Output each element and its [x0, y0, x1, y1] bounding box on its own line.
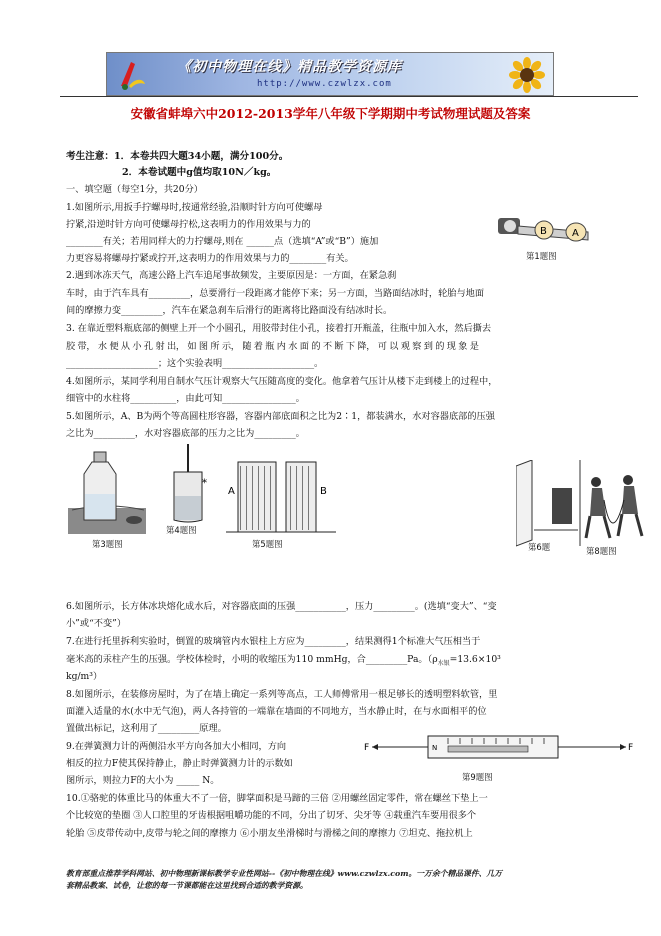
header-banner	[106, 52, 554, 96]
banner-url[interactable]: http://www.czwlzx.com	[257, 79, 392, 89]
q9-line-3: 图所示，则拉力F的大小为 _____ N。	[66, 775, 220, 786]
q7-line-2	[66, 653, 501, 668]
label-force-right: F	[628, 743, 634, 753]
q7-line-3: kg/m³）	[66, 671, 103, 682]
wrench-figure	[496, 204, 600, 252]
q7-subscript: 水银	[437, 659, 450, 667]
caption-fig6: 第6题	[528, 542, 551, 552]
footer-line-2: 套精品教案、试卷，让您的每一节课都能在这里找到合适的教学资源。	[66, 881, 308, 891]
q7-line-1: 7.在进行托里拆利实验时，倒置的玻璃管内水银柱上方应为_________，结果测得1个标准大气压相当于	[66, 636, 481, 647]
logo-icon	[115, 58, 149, 92]
q10-line-1: 10.①骆驼的体重比马的体重大不了一倍，脚掌面积是马蹄的三倍 ②用螺丝固定零件，常在螺丝下垫上一	[66, 793, 488, 804]
cylinders-figure	[226, 456, 346, 536]
label-n: N	[432, 744, 438, 752]
caption-fig1: 第1题图	[526, 251, 557, 261]
footer-line-1: 教育部重点推荐学科网站、初中物理新课标教学专业性网站--《初中物理在线》www.czwlzx.com。一万余个精品课件、几万	[66, 869, 503, 878]
q1-line-2: 拧紧,沿逆时针方向可使螺母拧松,这表明力的作用效果与力的	[66, 219, 311, 230]
q8-line-3: 置做出标记，这利用了_________原理。	[66, 723, 227, 734]
q3-line-1: 3. 在靠近塑料瓶底部的侧壁上开一个小圆孔，用胶带封住小孔，接着打开瓶盖，往瓶中加入水，然后撕去	[66, 323, 492, 334]
label-cyl-a: A	[228, 486, 235, 497]
q7-line-2-tail: =13.6×10³	[449, 654, 501, 665]
bottle-figure	[68, 448, 146, 534]
q3-line-3: ____________________；这个实验表明____________________。	[66, 358, 324, 369]
q6-line-2: 小”或“不变”）	[66, 618, 127, 629]
barometer-figure	[168, 444, 208, 524]
spring-scale-figure	[364, 732, 636, 766]
q8-line-1: 8.如图所示，在装修房屋时，为了在墙上确定一系列等高点，工人师傅常用一根足够长的透明塑料软管，里	[66, 689, 498, 700]
label-force-left: F	[364, 743, 370, 753]
q5-line-1: 5.如图所示，A、B为两个等高圆柱形容器，容器内部底面积之比为2∶1，都装满水，水对容器底部的压强	[66, 411, 495, 422]
svg-text:*: *	[202, 478, 207, 489]
q9-line-2: 相反的拉力F使其保持静止，静止时弹簧测力计的示数如	[66, 758, 293, 769]
q8-line-2: 面灌入适量的水(水中无气泡)，两人各持管的一端靠在墙面的不同地方，当水静止时，在与水面相平的位	[66, 706, 487, 717]
q1-line-1: 1.如图所示,用扳手拧螺母时,按通常经验,沿顺时针方向可使螺母	[66, 202, 323, 213]
q10-line-3: 轮胎 ⑤皮带传动中,皮带与轮之间的摩擦力 ⑥小朋友坐滑梯时与滑梯之间的摩擦力 ⑦坦克、拖拉机上	[66, 828, 473, 839]
caption-fig9: 第9题图	[462, 772, 493, 782]
caption-fig8: 第8题图	[586, 546, 617, 556]
q2-line-2: 车时，由于汽车具有_________，总要滑行一段距离才能停下来；另一方面，当路面结冰时，轮胎与地面	[66, 288, 485, 299]
document-title: 安徽省蚌埠六中2012-2013学年八年级下学期期中考试物理试题及答案	[130, 106, 531, 121]
q4-line-2: 细管中的水柱将__________，由此可知________________。	[66, 393, 305, 404]
header-rule	[60, 96, 638, 97]
label-b: B	[540, 226, 547, 237]
caption-fig4: 第4题图	[166, 525, 197, 535]
section-heading: 一、填空题（每空1分，共20分）	[66, 184, 203, 195]
notice-line-1: 考生注意：1．本卷共四大题34小题，满分100分。	[66, 151, 289, 162]
label-cyl-b: B	[320, 486, 327, 497]
page-footer	[66, 868, 626, 893]
label-a: A	[572, 228, 579, 239]
banner-title: 《初中物理在线》精品教学资源库	[177, 59, 402, 75]
q2-line-3: 间的摩擦力变_________，汽车在紧急刹车后滑行的距离将比路面没有结冰时长。	[66, 305, 393, 316]
q7-line-2-text: 毫米高的汞柱产生的压强。学校体检时，小明的收缩压为110 mmHg，合_________Pa。（ρ	[66, 654, 438, 665]
sunflower-icon	[507, 56, 547, 94]
q1-line-3: ________有关；若用同样大的力拧螺母,则在 ______点（选填“A”或“B”）施加	[66, 236, 379, 247]
q6-line-1: 6.如图所示，长方体冰块熔化成水后，对容器底面的压强___________，压力_________。(选填“变大”、“变	[66, 601, 497, 612]
q4-line-1: 4.如图所示，某同学利用自制水气压计观察大气压随高度的变化。他拿着气压计从楼下走到楼上的过程中，	[66, 376, 498, 387]
q2-line-1: 2.遇到冰冻天气，高速公路上汽车追尾事故频发，主要原因是：一方面，在紧急刹	[66, 270, 397, 281]
caption-fig3: 第3题图	[92, 539, 123, 549]
q3-line-2: 胶 带， 水 便 从 小 孔 射 出， 如 图 所 示， 随 着 瓶 内 水 面 的 不 断 下 降， 可 以 观 察 到 的 现 象 是	[66, 341, 479, 352]
ice-and-hose-figure	[516, 460, 646, 550]
caption-fig5: 第5题图	[252, 539, 283, 549]
notice-line-2: 2．本卷试题中g值均取10N／kg。	[122, 167, 277, 178]
q9-line-1: 9.在弹簧测力计的两侧沿水平方向各加大小相同，方向	[66, 741, 287, 752]
q1-line-4: 力更容易将螺母拧紧或拧开,这表明力的作用效果与力的________有关。	[66, 253, 354, 264]
q10-line-2: 个比较宽的垫圈 ③人口腔里的牙齿根据咀嚼功能的不同，分出了切牙、尖牙等 ④载重汽车要用很多个	[66, 810, 477, 821]
q5-line-2: 之比为_________，水对容器底部的压力之比为_________。	[66, 428, 305, 439]
